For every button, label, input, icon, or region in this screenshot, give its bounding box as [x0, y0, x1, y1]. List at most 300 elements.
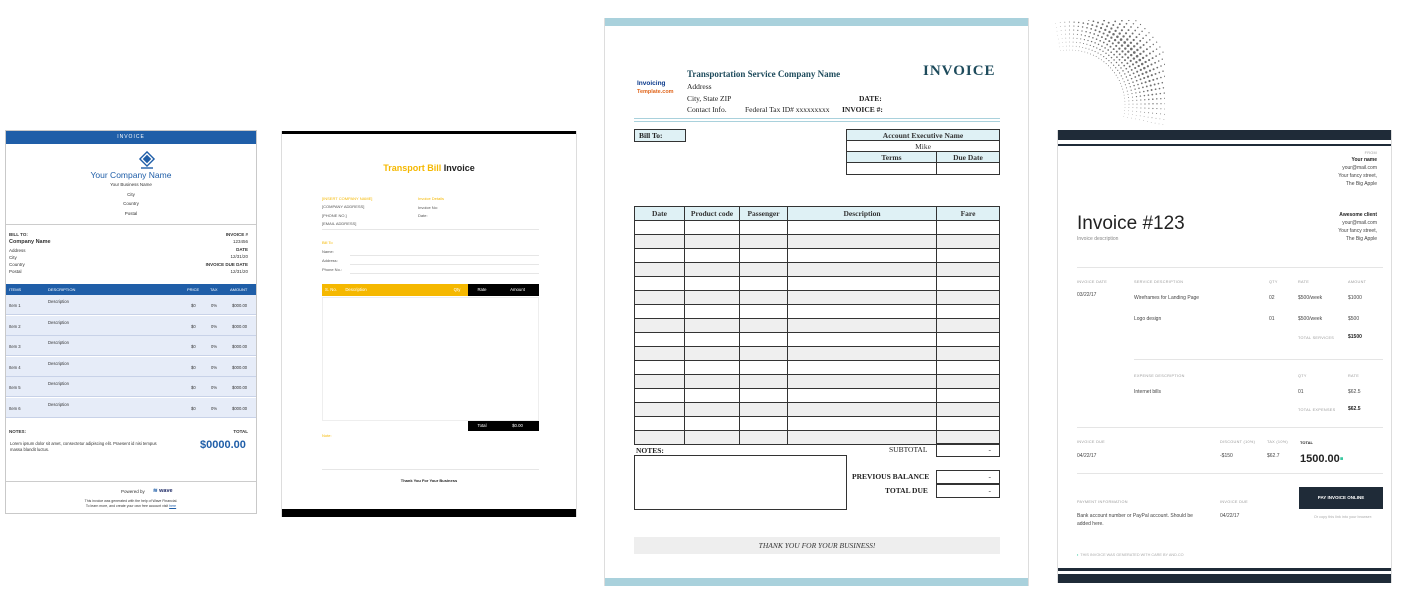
bill-to-phone: Phone No.: — [322, 267, 343, 272]
table-cell[interactable] — [685, 235, 740, 249]
halftone-dot — [1055, 23, 1056, 24]
halftone-dot — [1112, 42, 1114, 44]
table-cell[interactable] — [635, 319, 685, 333]
halftone-dot — [1117, 26, 1119, 28]
halftone-dot — [1137, 27, 1138, 28]
halftone-dot — [1140, 99, 1141, 100]
halftone-dot — [1148, 94, 1150, 96]
table-cell[interactable] — [635, 249, 685, 263]
halftone-dot — [1119, 72, 1120, 73]
table-cell[interactable] — [937, 291, 1000, 305]
halftone-dot — [1060, 51, 1061, 52]
table-cell[interactable] — [740, 389, 788, 403]
total-services-label: TOTAL SERVICES — [1298, 336, 1335, 340]
table-cell[interactable] — [635, 333, 685, 347]
halftone-dot — [1136, 49, 1138, 51]
halftone-dot — [1133, 39, 1135, 41]
halftone-dot — [1147, 65, 1149, 67]
halftone-dot — [1092, 50, 1093, 51]
halftone-dot — [1140, 108, 1141, 109]
table-cell[interactable] — [740, 235, 788, 249]
table-cell[interactable] — [635, 431, 685, 445]
table-cell[interactable] — [740, 375, 788, 389]
halftone-dot — [1163, 124, 1164, 125]
invoice-header-bar: INVOICE — [6, 131, 256, 144]
table-row[interactable] — [635, 305, 1000, 319]
terms-value[interactable] — [847, 163, 937, 175]
table-cell[interactable] — [937, 305, 1000, 319]
halftone-dot — [1145, 55, 1147, 57]
pay-link-note[interactable]: Or copy this link into your browser: — [1313, 515, 1373, 519]
halftone-dot — [1103, 42, 1105, 44]
col-rate: RATE — [1298, 280, 1310, 284]
table-cell[interactable] — [937, 221, 1000, 235]
halftone-dot — [1162, 52, 1163, 53]
table-row[interactable] — [635, 389, 1000, 403]
table-cell[interactable] — [685, 417, 740, 431]
table-cell[interactable] — [740, 403, 788, 417]
table-cell[interactable] — [937, 249, 1000, 263]
table-cell[interactable] — [635, 361, 685, 375]
halftone-dot — [1117, 70, 1118, 71]
halftone-dot — [1084, 39, 1085, 40]
table-cell[interactable] — [740, 417, 788, 431]
halftone-dot — [1135, 61, 1137, 63]
phone-placeholder: [PHONE NO.] — [322, 213, 347, 218]
item-row[interactable] — [6, 295, 256, 315]
halftone-dot — [1138, 33, 1140, 35]
halftone-dot — [1088, 36, 1089, 37]
halftone-dot — [1082, 26, 1083, 27]
halftone-dot — [1110, 51, 1112, 53]
halftone-dot — [1081, 30, 1082, 31]
items-grid[interactable] — [322, 297, 539, 421]
table-cell[interactable] — [635, 263, 685, 277]
halftone-dot — [1123, 65, 1125, 67]
halftone-dot — [1151, 74, 1153, 76]
due-date-label: INVOICE DUE DATE — [205, 262, 248, 267]
halftone-dot — [1123, 92, 1124, 93]
halftone-dot — [1132, 114, 1133, 115]
halftone-dot — [1101, 59, 1102, 60]
row-price: $0 — [191, 323, 196, 329]
table-cell[interactable] — [937, 333, 1000, 347]
table-cell[interactable] — [788, 249, 937, 263]
to-email: your@mail.com — [1342, 220, 1377, 226]
halftone-dot — [1144, 28, 1145, 29]
table-cell[interactable] — [788, 291, 937, 305]
table-row[interactable] — [635, 333, 1000, 347]
halftone-dot — [1058, 39, 1059, 40]
halftone-dot — [1156, 67, 1158, 69]
halftone-dot — [1065, 34, 1066, 35]
halftone-dot — [1099, 40, 1101, 42]
col-amount: AMOUNT — [230, 287, 248, 292]
item-row[interactable] — [6, 357, 256, 377]
halftone-dot — [1152, 51, 1154, 53]
halftone-dot — [1104, 29, 1106, 31]
col-sno-text: S. No. — [325, 287, 337, 292]
halftone-dot — [1100, 54, 1101, 55]
business-name: Your Business Name — [110, 182, 152, 187]
company-address-placeholder: [COMPANY ADDRESS] — [322, 204, 365, 209]
table-cell[interactable] — [635, 375, 685, 389]
halftone-dot — [1097, 35, 1099, 37]
table-cell[interactable] — [740, 221, 788, 235]
halftone-dot — [1092, 37, 1094, 39]
wave-invoice-template[interactable] — [5, 130, 257, 514]
halftone-dot — [1069, 26, 1070, 27]
halftone-dot — [1106, 63, 1107, 64]
account-executive-name: Mike — [847, 141, 1000, 152]
row-amount: $000.00 — [232, 405, 248, 411]
table-cell[interactable] — [740, 277, 788, 291]
halftone-dot — [1073, 34, 1074, 35]
halftone-dot — [1152, 98, 1154, 100]
col-amount: Amount — [496, 284, 539, 296]
table-cell[interactable] — [685, 333, 740, 347]
row-tax: 0% — [211, 405, 218, 411]
table-cell[interactable] — [685, 221, 740, 235]
halftone-dot — [1150, 63, 1152, 65]
table-cell[interactable] — [635, 221, 685, 235]
discount: -$150 — [1220, 453, 1233, 459]
halftone-dot — [1164, 119, 1165, 120]
halftone-dot — [1108, 60, 1109, 61]
bill-to-postal: Postal — [9, 269, 22, 274]
invoice-due-label-2: INVOICE DUE — [1220, 500, 1248, 504]
table-row[interactable] — [635, 291, 1000, 305]
table-cell[interactable] — [685, 403, 740, 417]
halftone-dot — [1093, 20, 1095, 22]
modern-invoice-template[interactable] — [1057, 130, 1392, 583]
table-cell[interactable] — [635, 235, 685, 249]
halftone-dot — [1099, 49, 1100, 50]
halftone-dot — [1127, 91, 1128, 92]
col-expense-qty: QTY — [1298, 374, 1307, 378]
halftone-dot — [1115, 45, 1117, 47]
halftone-dot — [1141, 63, 1144, 66]
halftone-dot — [1156, 48, 1157, 49]
account-box — [846, 129, 1000, 175]
halftone-dot — [1159, 124, 1160, 125]
table-cell[interactable] — [937, 417, 1000, 431]
table-cell[interactable] — [788, 277, 937, 291]
table-cell[interactable] — [685, 361, 740, 375]
table-cell[interactable] — [685, 389, 740, 403]
halftone-dot — [1130, 86, 1131, 87]
halftone-dot — [1129, 83, 1130, 84]
table-cell[interactable] — [937, 375, 1000, 389]
table-cell[interactable] — [635, 417, 685, 431]
table-cell[interactable] — [635, 277, 685, 291]
halftone-dot — [1102, 23, 1104, 25]
notes-box[interactable] — [634, 455, 847, 510]
expense-desc: Internet bills — [1134, 389, 1161, 395]
table-row[interactable] — [635, 347, 1000, 361]
item-row[interactable] — [6, 398, 256, 418]
field-line — [350, 273, 539, 274]
halftone-dot — [1087, 40, 1088, 41]
halftone-dot — [1072, 50, 1073, 51]
table-cell[interactable] — [788, 347, 937, 361]
row-item: Item 2 — [9, 323, 21, 329]
table-cell[interactable] — [740, 319, 788, 333]
halftone-dot — [1130, 48, 1133, 51]
table-row[interactable] — [635, 403, 1000, 417]
halftone-dot — [1137, 84, 1139, 86]
table-row[interactable] — [635, 277, 1000, 291]
table-row[interactable] — [635, 319, 1000, 333]
halftone-dot — [1108, 65, 1109, 66]
from-city: The Big Apple — [1345, 181, 1377, 187]
total-label: TOTAL — [1300, 440, 1313, 445]
halftone-dot — [1143, 91, 1145, 93]
powered-by: Powered by — [121, 489, 145, 494]
table-row[interactable] — [635, 221, 1000, 235]
table-cell[interactable] — [937, 235, 1000, 249]
transportation-invoice-template[interactable] — [604, 18, 1029, 586]
halftone-dot — [1124, 98, 1125, 99]
table-cell[interactable] — [788, 431, 937, 445]
halftone-dot — [1085, 48, 1086, 49]
table-cell[interactable] — [635, 403, 685, 417]
halftone-dot — [1152, 57, 1154, 59]
table-cell[interactable] — [685, 305, 740, 319]
halftone-dot — [1150, 84, 1152, 86]
invoice-due-label: INVOICE DUE — [1077, 440, 1105, 444]
table-row[interactable] — [635, 249, 1000, 263]
table-row[interactable] — [635, 235, 1000, 249]
halftone-dot — [1149, 70, 1151, 72]
table-cell[interactable] — [788, 389, 937, 403]
halftone-dot — [1126, 62, 1128, 64]
halftone-dot — [1151, 89, 1153, 91]
halftone-dot — [1069, 38, 1070, 39]
total-value: $0.00 — [496, 421, 539, 431]
item-row[interactable] — [6, 377, 256, 397]
halftone-dot — [1159, 46, 1160, 47]
table-cell[interactable] — [685, 375, 740, 389]
terms-label: Terms — [847, 152, 937, 163]
account-executive-label: Account Executive Name — [847, 130, 1000, 141]
transport-bill-template[interactable] — [281, 131, 577, 517]
halftone-dot — [1069, 34, 1070, 35]
col-amount: AMOUNT — [1348, 280, 1367, 284]
table-cell[interactable] — [685, 431, 740, 445]
table-cell[interactable] — [685, 277, 740, 291]
table-cell[interactable] — [685, 319, 740, 333]
halftone-dot — [1144, 108, 1145, 109]
table-cell[interactable] — [685, 291, 740, 305]
footer-text: THIS INVOICE WAS GENERATED WITH CARE BY AND.CO — [1080, 553, 1184, 557]
table-cell[interactable] — [937, 389, 1000, 403]
table-cell[interactable] — [635, 389, 685, 403]
pay-invoice-online-button[interactable]: PAY INVOICE ONLINE — [1299, 487, 1383, 509]
notes-label: NOTES: — [636, 446, 664, 455]
bill-to-box — [634, 129, 686, 142]
invoice-number-label: INVOICE #: — [842, 105, 883, 114]
halftone-dot — [1160, 108, 1161, 109]
table-cell[interactable] — [788, 319, 937, 333]
andco-logo-icon: ◐ — [1077, 553, 1080, 557]
halftone-dot — [1125, 101, 1126, 102]
halftone-dot — [1140, 116, 1141, 117]
halftone-dot — [1164, 103, 1165, 104]
col-rate: Rate — [468, 284, 496, 296]
expense-qty: 01 — [1298, 389, 1304, 395]
halftone-dot — [1142, 37, 1144, 39]
halftone-dot — [1143, 67, 1146, 70]
halftone-dot — [1085, 31, 1086, 32]
divider — [322, 469, 539, 470]
halftone-dot — [1127, 57, 1129, 59]
halftone-dot — [1145, 35, 1146, 36]
halftone-dot — [1098, 53, 1099, 54]
halftone-dot — [1129, 104, 1130, 105]
title-highlight: Transport Bill — [383, 163, 442, 173]
table-cell[interactable] — [635, 347, 685, 361]
subtotal-value: - — [936, 443, 1000, 457]
halftone-dot — [1088, 20, 1090, 21]
halftone-dot — [1065, 38, 1066, 39]
table-cell[interactable] — [685, 249, 740, 263]
invoice-due-2: 04/22/17 — [1220, 513, 1240, 519]
halftone-dot — [1156, 118, 1157, 119]
table-row[interactable] — [635, 361, 1000, 375]
halftone-dot — [1128, 100, 1129, 101]
halftone-dot — [1160, 113, 1161, 114]
halftone-dot — [1146, 42, 1148, 44]
table-cell[interactable] — [740, 431, 788, 445]
table-cell[interactable] — [685, 347, 740, 361]
contact-info: Contact Info. — [687, 105, 727, 114]
table-cell[interactable] — [937, 263, 1000, 277]
bill-to-name: Name: — [322, 249, 334, 254]
halftone-dot — [1096, 47, 1097, 48]
halftone-dot — [1093, 55, 1094, 56]
table-cell[interactable] — [740, 347, 788, 361]
halftone-dot — [1084, 52, 1085, 53]
divider — [1077, 427, 1383, 428]
table-cell[interactable] — [788, 403, 937, 417]
due-date-value[interactable] — [937, 163, 1000, 175]
halftone-dot — [1121, 75, 1122, 76]
table-cell[interactable] — [937, 403, 1000, 417]
table-cell[interactable] — [635, 305, 685, 319]
halftone-dot — [1135, 119, 1136, 120]
table-cell[interactable] — [788, 235, 937, 249]
table-cell[interactable] — [937, 319, 1000, 333]
table-cell[interactable] — [740, 249, 788, 263]
halftone-dot — [1125, 107, 1126, 108]
table-cell[interactable] — [635, 291, 685, 305]
halftone-dot — [1155, 73, 1157, 75]
logo-text-top: Invoicing — [637, 80, 666, 87]
halftone-dot — [1105, 53, 1106, 54]
halftone-dot — [1062, 38, 1063, 39]
row-amount: $000.00 — [232, 323, 248, 329]
table-cell[interactable] — [937, 361, 1000, 375]
bottom-border — [605, 578, 1028, 586]
halftone-dot — [1153, 68, 1155, 70]
halftone-dot — [1124, 81, 1125, 82]
halftone-dot — [1142, 57, 1144, 59]
row-item: Item 6 — [9, 405, 21, 411]
fare-table[interactable] — [634, 206, 1000, 445]
halftone-dot — [1077, 34, 1078, 35]
table-cell[interactable] — [788, 361, 937, 375]
table-cell[interactable] — [740, 263, 788, 277]
row-amount: $000.00 — [232, 303, 248, 308]
previous-balance-value: - — [936, 470, 1000, 484]
halftone-dot — [1125, 32, 1127, 34]
top-rule — [1058, 144, 1391, 146]
table-cell[interactable] — [937, 277, 1000, 291]
table-cell[interactable] — [740, 291, 788, 305]
halftone-dot — [1148, 80, 1150, 82]
table-cell[interactable] — [788, 305, 937, 319]
table-row[interactable] — [635, 417, 1000, 431]
halftone-dot — [1073, 46, 1074, 47]
halftone-dot — [1164, 64, 1165, 65]
halftone-dot — [1143, 77, 1145, 79]
table-cell[interactable] — [788, 375, 937, 389]
item-row[interactable] — [6, 336, 256, 356]
wave-brand-text: wave — [159, 488, 173, 494]
halftone-dot — [1133, 23, 1134, 24]
table-cell[interactable] — [937, 347, 1000, 361]
halftone-dot — [1122, 78, 1123, 79]
tax-label: TAX (10%) — [1267, 440, 1288, 444]
row-item: Item 1 — [9, 303, 21, 308]
col-qty: QTY — [1269, 280, 1278, 284]
bill-to-address: Address — [9, 248, 26, 253]
row-amount: $000.00 — [232, 385, 248, 390]
divider — [6, 481, 256, 482]
halftone-dot — [1132, 100, 1133, 101]
item-row[interactable] — [6, 316, 256, 336]
footer-link[interactable]: here — [169, 504, 177, 508]
table-row[interactable] — [635, 375, 1000, 389]
halftone-dot — [1148, 99, 1149, 100]
title-word: Invoice — [443, 163, 475, 173]
bill-to-label: BILL TO: — [9, 232, 28, 237]
table-cell[interactable] — [685, 263, 740, 277]
halftone-dot — [1127, 50, 1129, 52]
table-cell[interactable] — [740, 305, 788, 319]
table-cell[interactable] — [740, 333, 788, 347]
halftone-dot — [1124, 116, 1125, 117]
from-name: Your name — [1351, 157, 1377, 163]
table-cell[interactable] — [788, 333, 937, 347]
halftone-dot — [1119, 59, 1121, 61]
table-row[interactable] — [635, 263, 1000, 277]
halftone-dot — [1126, 23, 1128, 25]
bill-to-label: Bill To — [322, 240, 333, 245]
payment-info-label: PAYMENT INFORMATION — [1077, 500, 1128, 504]
halftone-dot — [1128, 29, 1130, 31]
table-cell[interactable] — [788, 221, 937, 235]
halftone-dot — [1162, 70, 1164, 72]
halftone-dot — [1164, 114, 1165, 115]
halftone-dot — [1117, 42, 1119, 44]
halftone-dot — [1152, 103, 1153, 104]
halftone-dot — [1156, 41, 1157, 42]
table-cell[interactable] — [740, 361, 788, 375]
table-cell[interactable] — [788, 417, 937, 431]
table-cell[interactable] — [788, 263, 937, 277]
